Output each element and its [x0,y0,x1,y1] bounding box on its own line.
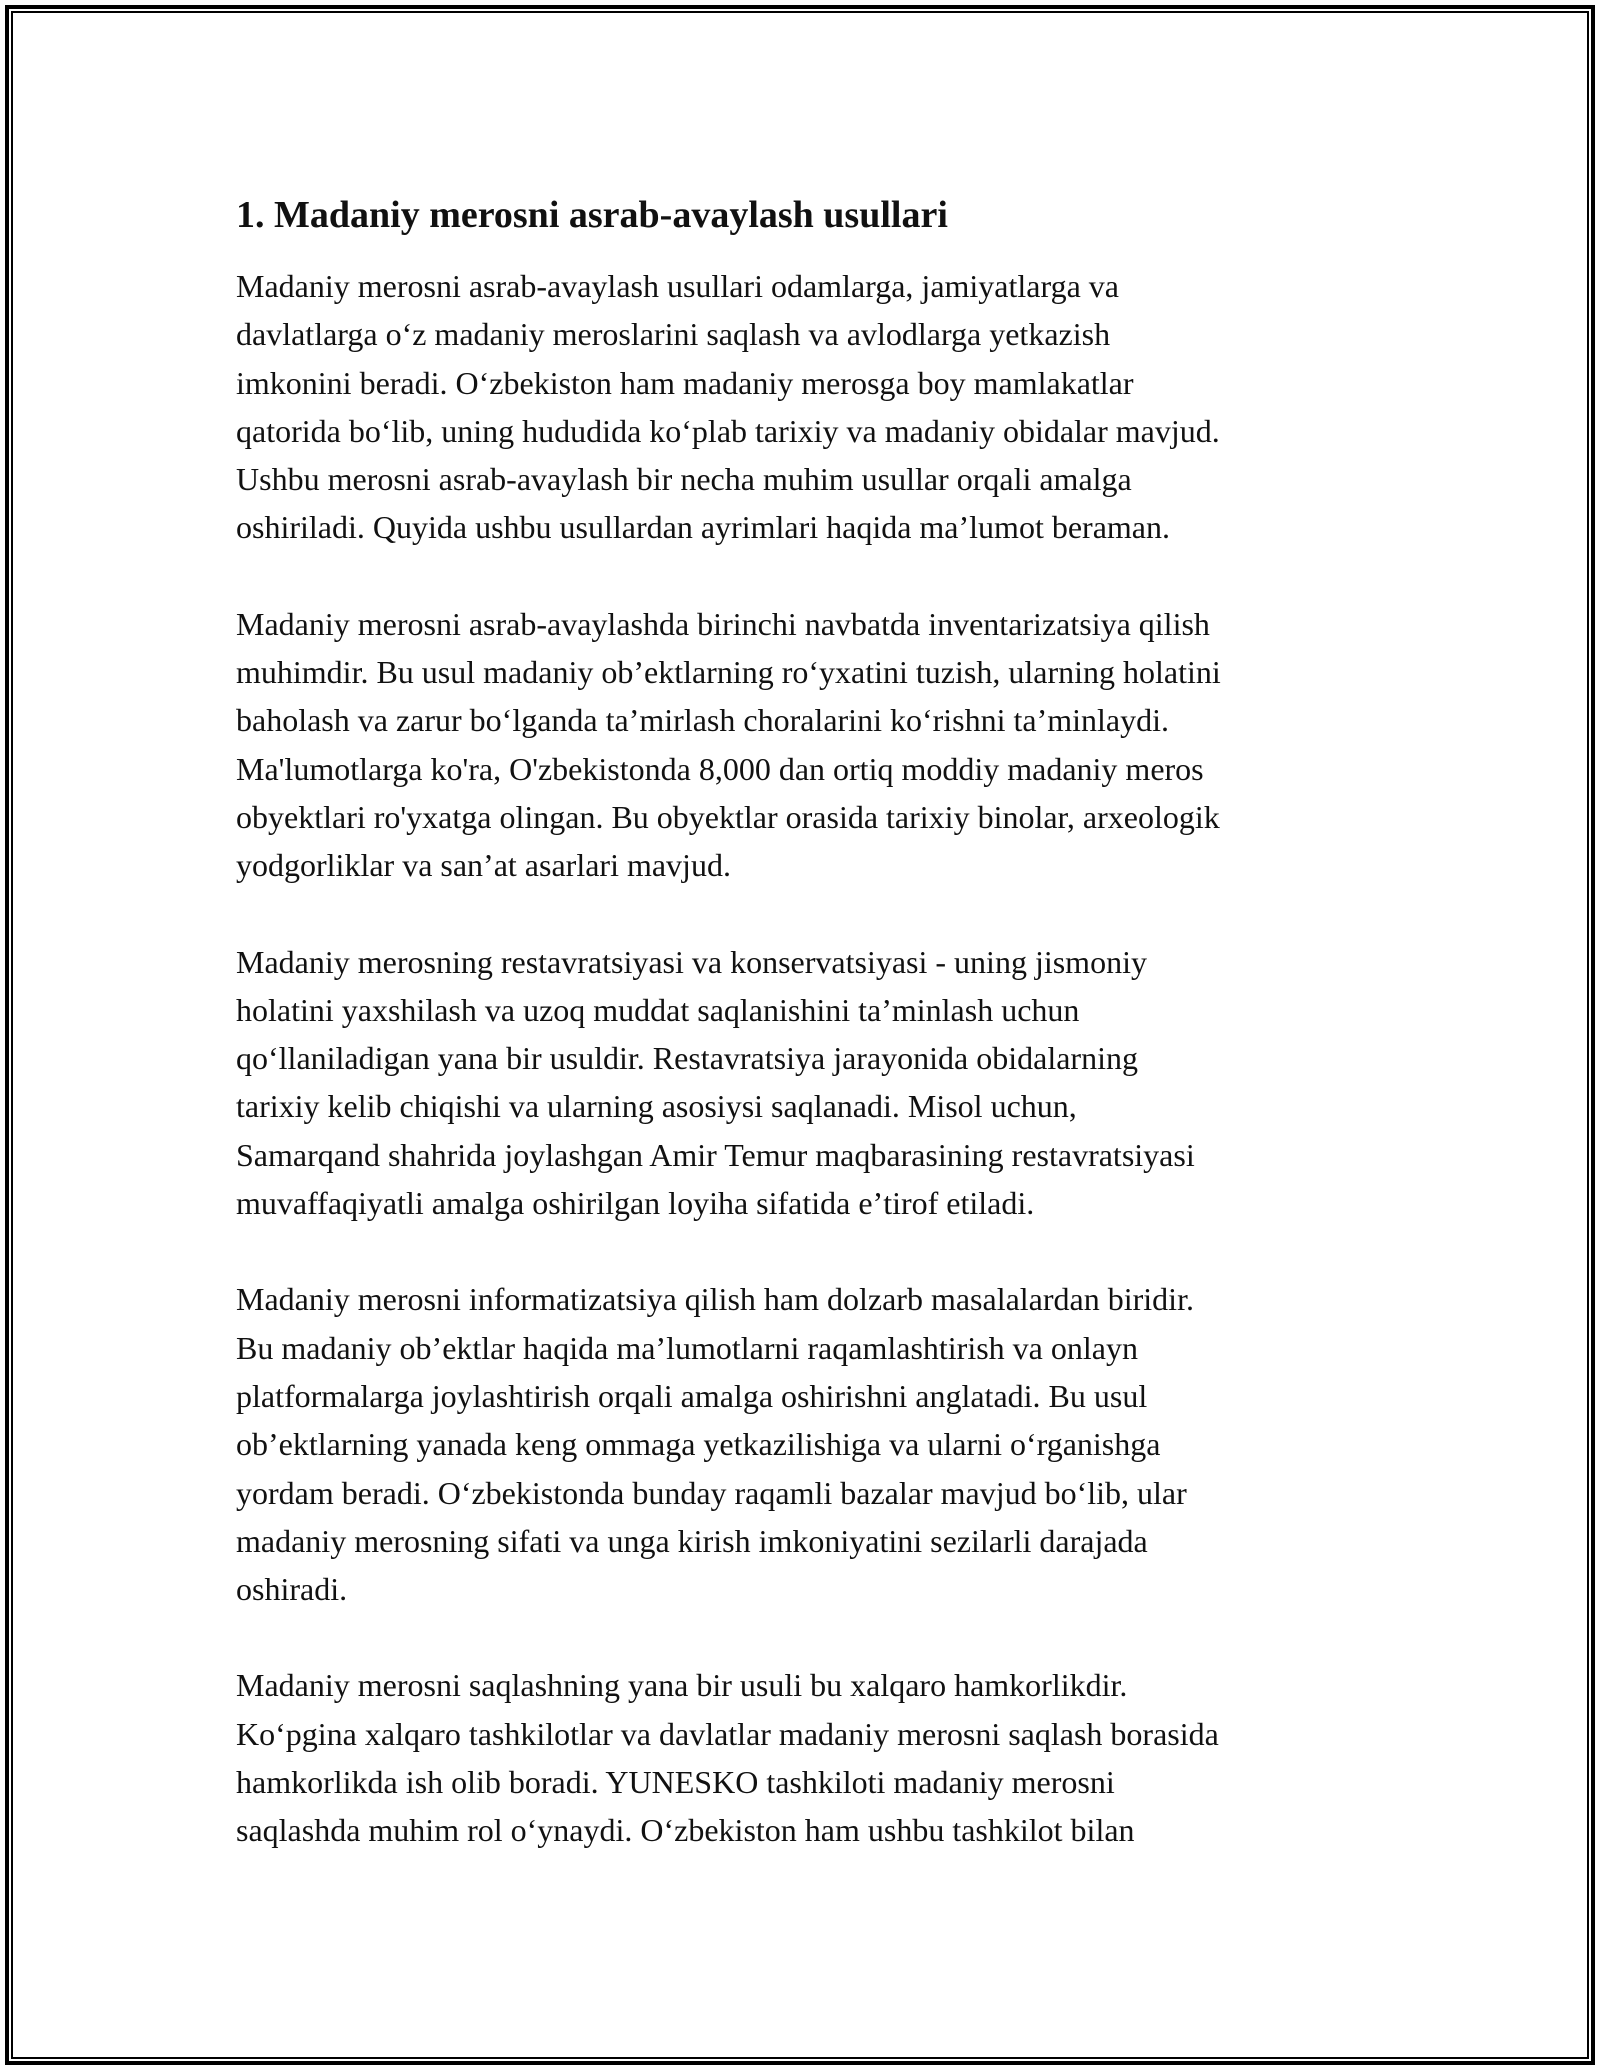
paragraphs-container [236,262,1386,1855]
text-line: saqlashda muhim rol oʻynaydi. Oʻzbekiston ham ushbu tashkilot bilan [236,1812,1135,1849]
text-line: obʼektlarning yanada keng ommaga yetkazilishiga va ularni oʻrganishga [236,1426,1161,1463]
text-line: Madaniy merosni asrab-avaylashda birinchi navbatda inventarizatsiya qilish [236,605,1210,642]
paragraph [236,600,1386,890]
text-line: Ushbu merosni asrab-avaylash bir necha muhim usullar orqali amalga [236,461,1132,498]
text-line: Madaniy merosning restavratsiyasi va konservatsiyasi - uning jismoniy [236,943,1147,980]
paragraph [236,938,1386,1228]
text-line: muhimdir. Bu usul madaniy obʼektlarning roʻyxatini tuzish, ularning holatini [236,654,1221,691]
text-line: qoʻllaniladigan yana bir usuldir. Restavratsiya jarayonida obidalarning [236,1040,1138,1077]
text-line: tarixiy kelib chiqishi va ularning asosiysi saqlanadi. Misol uchun, [236,1088,1077,1125]
text-line: madaniy merosning sifati va unga kirish imkoniyatini sezilarli darajada [236,1522,1148,1559]
text-line: Bu madaniy obʼektlar haqida maʼlumotlarni raqamlashtirish va onlayn [236,1329,1138,1366]
text-line: muvaffaqiyatli amalga oshirilgan loyiha sifatida eʼtirof etiladi. [236,1185,1035,1222]
section-heading: 1. Madaniy merosni asrab-avaylash usullari [236,194,948,236]
text-line: oshiradi. [236,1571,348,1608]
text-line: baholash va zarur boʻlganda taʼmirlash choralarini koʻrishni taʼminlaydi. [236,702,1170,739]
text-line: qatorida boʻlib, uning hududida koʻplab tarixiy va madaniy obidalar mavjud. [236,412,1220,449]
paragraph [236,1275,1386,1613]
text-line: yordam beradi. Oʻzbekistonda bunday raqamli bazalar mavjud boʻlib, ular [236,1474,1187,1511]
text-line: Koʻpgina xalqaro tashkilotlar va davlatlar madaniy merosni saqlash borasida [236,1715,1219,1752]
text-line: yodgorliklar va sanʼat asarlari mavjud. [236,847,731,884]
text-line: imkonini beradi. Oʻzbekiston ham madaniy merosga boy mamlakatlar [236,364,1134,401]
text-line: Madaniy merosni saqlashning yana bir usuli bu xalqaro hamkorlikdir. [236,1667,1128,1704]
text-line: holatini yaxshilash va uzoq muddat saqlanishini taʼminlash uchun [236,991,1080,1028]
text-line: oshiriladi. Quyida ushbu usullardan ayrimlari haqida maʼlumot beraman. [236,509,1170,546]
paragraph [236,1661,1386,1854]
text-line: Samarqand shahrida joylashgan Amir Temur maqbarasining restavratsiyasi [236,1136,1195,1173]
text-line: Madaniy merosni informatizatsiya qilish ham dolzarb masalalardan biridir. [236,1281,1194,1318]
text-line: platformalarga joylashtirish orqali amalga oshirishni anglatadi. Bu usul [236,1377,1148,1414]
text-line: obyektlari ro'yxatga olingan. Bu obyektlar orasida tarixiy binolar, arxeologik [236,798,1220,835]
document-body [236,188,1386,1903]
text-line: Ma'lumotlarga ko'ra, O'zbekistonda 8,000 dan ortiq moddiy madaniy meros [236,750,1204,787]
text-line: hamkorlikda ish olib boradi. YUNESKO tashkiloti madaniy merosni [236,1764,1115,1801]
text-line: Madaniy merosni asrab-avaylash usullari odamlarga, jamiyatlarga va [236,268,1119,304]
text-line: davlatlarga oʻz madaniy meroslarini saqlash va avlodlarga yetkazish [236,316,1111,353]
paragraph [236,262,1386,552]
